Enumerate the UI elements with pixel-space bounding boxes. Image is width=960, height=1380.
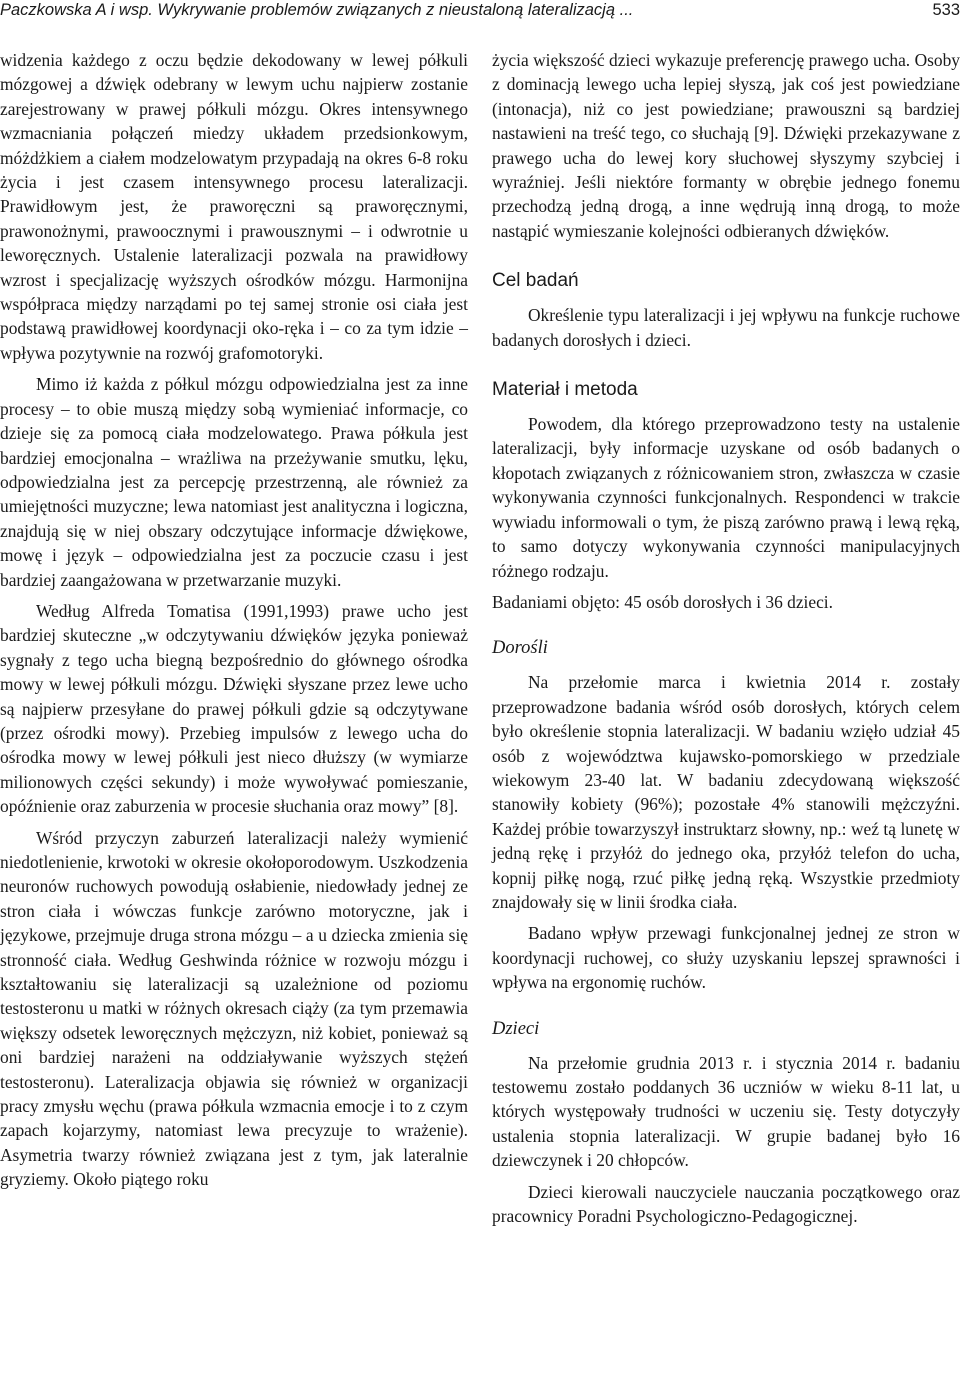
children-paragraph-1: Na przełomie grudnia 2013 r. i stycznia 2014 r. badaniu testowemu zostało poddanych 36 uczniów w wieku 8-11 lat, u których występowały trudności w uczeniu się. Testy dotyczyły ustalenia stopnia lateralizacji. W grupie badanej było 16 dziewczynek i 20 chłopców. bbox=[492, 1052, 960, 1171]
right-column bbox=[492, 48, 960, 1228]
adults-paragraph-1: Na przełomie marca i kwietnia 2014 r. zostały przeprowadzone badania wśród osób dorosłych, których celem było określenie stopnia lateralizacji. W badaniu wzięło udział 45 osób z województwa kujawsko-pomorskiego w przedziale wiekowym 23-40 lat. W badaniu zdecydowaną większość stanowiły kobiety (96%); pozostałe 4% stanowili mężczyźni. Każdej próbie towarzyszył instruktarz słowny, np.: weź tą lunetę w jedną rękę i przyłóż do jednego oka, przyłóż telefon do ucha, kopnij piłkę nogą, rzuć piłkę jedną ręką. Wszystkie przedmioty znajdowały się w linii środka ciała. bbox=[492, 672, 960, 912]
left-paragraph-4: Wśród przyczyn zaburzeń lateralizacji należy wymienić niedotlenienie, krwotoki w okresie okołoporodowym. Uszkodzenia neuronów ruchowych powodują osłabienie, niedowłady jednej ze stron ciała i wówczas funkcje zarówno motoryczne, jak i językowe, przejmuje druga strona mózgu – a u dziecka zmienia się stronność ciała. Według Geshwinda różnice w rozwoju mózgu i kształtowaniu się lateralizacji są uzależnione od poziomu testosteronu u matki w różnych okresach ciąży (za tym przemawia większy odsetek leworęcznych mężczyzn, niż kobiet, ponieważ są oni bardziej narażeni na oddziaływanie wyższych stężeń testosteronu). Lateralizacja objawia się również w organizacji pracy zmysłu węchu (prawa półkula wzmacnia emocje i to z czym zapach kojarzymy, natomiast lewa precyzuje to wrażenie). Asymetria twarzy również związana jest z tym, jak lateralnie gryziemy. Około piątego roku bbox=[0, 827, 468, 1190]
aim-heading: Cel badań bbox=[492, 270, 579, 292]
left-column bbox=[0, 48, 468, 1192]
running-header bbox=[0, 0, 960, 20]
page-number: 533 bbox=[932, 1, 960, 19]
right-intro-paragraph: życia większość dzieci wykazuje preferencję prawego ucha. Osoby z dominacją lewego ucha lepiej słyszą, jak coś jest powiedziane (intonacja), niż co jest powiedziane; prawouszni są bardziej nastawieni na treść tego, co słuchają [9]. Dźwięki przekazywane z prawego ucha do lewej kory słuchowej słyszymy szybciej i wyraźniej. Jeśli niektóre formanty w obrębie jednego fonemu przechodzą jedną drogą, a inne wędrują inną drogą, to może nastąpić wymieszanie kolejności odbieranych dźwięków. bbox=[492, 50, 960, 241]
running-title: Paczkowska A i wsp. Wykrywanie problemów związanych z nieustaloną lateralizacją ... bbox=[0, 1, 634, 19]
adults-heading: Dorośli bbox=[492, 638, 548, 659]
left-paragraph-3: Według Alfreda Tomatisa (1991,1993) prawe ucho jest bardziej skuteczne „w odczytywaniu dźwięków języka ponieważ sygnały z tego ucha biegną bezpośrednio do głównego ośrodka mowy w lewej półkuli mózgu. Dźwięki słyszane przez lewe ucho są najpierw przesyłane do prawej półkuli gdzie są odczytywane (przez ośrodki mowy). Przebieg impulsów z lewego ucha do ośrodka mowy w lewej półkuli jest nieco dłuższy (w wymiarze milionowych części sekundy) i może wywoływać pomieszanie, opóźnienie oraz zaburzenia w procesie słuchania oraz mowy” [8]. bbox=[0, 600, 468, 817]
aim-paragraph: Określenie typu lateralizacji i jej wpływu na funkcje ruchowe badanych dorosłych i dzieci. bbox=[492, 305, 960, 350]
children-heading: Dzieci bbox=[492, 1018, 540, 1039]
methods-heading: Materiał i metoda bbox=[492, 379, 638, 401]
children-paragraph-2: Dzieci kierowali nauczyciele nauczania początkowego oraz pracownicy Poradni Psychologiczno-Pedagogicznej. bbox=[492, 1181, 960, 1227]
adults-paragraph-2: Badano wpływ przewagi funkcjonalnej jednej ze stron w koordynacji ruchowej, co służy uzyskaniu lepszej sprawności i wpływa na ergonomię ruchów. bbox=[492, 923, 960, 993]
left-paragraph-2: Mimo iż każda z półkul mózgu odpowiedzialna jest za inne procesy – to obie muszą między sobą wymieniać informacje, co dzieje się za pomocą ciała modzelowatego. Prawa półkula jest bardziej emocjonalna – wrażliwa na przeżywanie smutku, lęku, odpowiedzialna jest za percepcję przestrzenną, ale również za umiejętności muzyczne; lewa natomiast jest analityczna i logiczna, znajdują się w niej obszary odczytujące informacje dźwiękowe, mowę i język – odpowiedzialna jest za poczucie czasu i jest bardziej zaangażowana w przetwarzanie muzyki. bbox=[0, 374, 468, 590]
methods-paragraph: Powodem, dla którego przeprowadzono testy na ustalenie lateralizacji, były informacje uzyskane od osób badanych o kłopotach związanych z różnicowaniem stron, zwłaszcza w czasie wykonywania czynności funkcjonalnych. Respondenci w trakcie wywiadu informowali o tym, że piszą zarówno prawą i lewą ręką, to samo dotyczy wykonywania czynności manipulacyjnych różnego rodzaju. bbox=[492, 414, 960, 581]
left-paragraph-1: widzenia każdego z oczu będzie dekodowany w lewej półkuli mózgowej a dźwięk odebrany w lewym uchu najpierw zostanie zarejestrowany w prawej półkuli mózgu. Okres intensywnego wzmacniania połączeń miedzy układem przedsionkowym, móżdżkiem a ciałem modzelowatym przypadają na okres 6-8 roku życia i jest czasem intensywnego procesu lateralizacji. Prawidłowym jest, że praworęczni są praworęcznymi, prawonożnymi, prawoocznymi i prawousznymi – i odwrotnie u leworęcznych. Ustalenie lateralizacji pozwala na prawidłowy wzrost i specjalizację wyższych ośrodków mózgu. Harmonijna współpraca między narządami po tej samej stronie osi ciała jest podstawą prawidłowej koordynacji oko-ręka i – co za tym idzie – wpływa pozytywnie na rozwój grafomotoryki. bbox=[0, 50, 468, 363]
methods-count-paragraph: Badaniami objęto: 45 osób dorosłych i 36 dzieci. bbox=[492, 591, 833, 612]
